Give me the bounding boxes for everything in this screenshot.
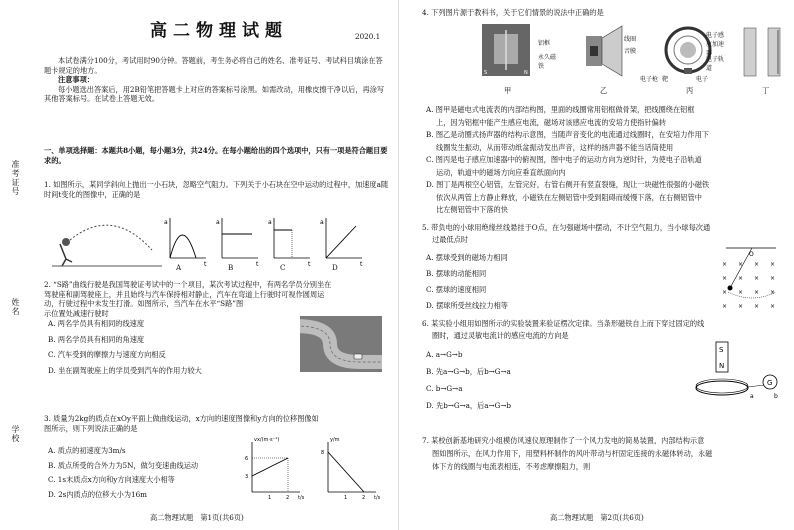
label-betatron: 电子感应加速器: [706, 32, 725, 57]
svg-text:×: ×: [722, 275, 728, 282]
svg-text:t/s: t/s: [298, 495, 305, 501]
svg-text:2: 2: [362, 495, 366, 501]
figure-yi-speaker: [586, 26, 622, 76]
q4-option-d-cont: 比左侧铝管中下落的快: [436, 205, 508, 214]
figure-bing-betatron: [666, 28, 710, 74]
q1-label-b: B: [228, 263, 234, 272]
q6-option-d: D. 先b→G→a，后a→G→b: [426, 401, 511, 410]
side-label-exam-no: 准考证号: [11, 160, 20, 196]
q2-option-c: C. 汽车受到的摩擦力与速度方向相反: [48, 350, 166, 359]
svg-text:t: t: [308, 261, 311, 268]
svg-text:×: ×: [722, 303, 728, 310]
caption-yi: 乙: [600, 86, 608, 95]
y-graph: [321, 437, 381, 501]
q1-label-d: D: [332, 263, 338, 272]
intro-paragraph: [44, 56, 389, 104]
q3-graphs: [238, 434, 388, 504]
side-label-name: 姓名: [11, 298, 20, 316]
q6-option-c: C. b→G→a: [426, 384, 463, 393]
svg-text:8: 8: [321, 450, 325, 456]
svg-text:y/m: y/m: [330, 437, 340, 443]
q6-coil-magnet-figure: [694, 340, 784, 400]
exam-date: 2020.1: [355, 32, 381, 41]
svg-text:×: ×: [770, 261, 776, 268]
svg-text:×: ×: [754, 289, 760, 296]
question-7: [422, 434, 782, 473]
q4-option-b: B. 图乙是动圈式扬声器的结构示意图，当随声音变化的电流通过线圈时，在安培力作用下: [426, 130, 709, 139]
svg-text:×: ×: [738, 275, 744, 282]
graph-c: [268, 218, 311, 268]
q6-options: [426, 346, 626, 414]
q3-options: [48, 446, 248, 499]
question-1: [44, 180, 389, 199]
svg-text:t: t: [256, 261, 259, 268]
question-6: [422, 318, 782, 342]
q3-option-d: D. 2s内质点的位移大小为16m: [48, 489, 147, 499]
label-electron-gun: 电子枪: [640, 76, 659, 83]
svg-text:1: 1: [268, 495, 272, 501]
q3-line: 3. 质量为2kg的质点在xOy平面上做曲线运动，x方向的速度图像和y方向的位移图像如: [44, 414, 319, 423]
figure-ding-aluminum-tubes: [744, 28, 780, 76]
svg-text:a: a: [320, 219, 324, 226]
svg-text:×: ×: [770, 289, 776, 296]
q2-options: [48, 319, 288, 375]
label-coil: 线圈: [624, 36, 637, 43]
svg-text:a: a: [268, 219, 272, 226]
q2-line: 2. “S路”曲线行驶是我国驾驶证考试中的一个项目，某次考试过程中，有两名学员分别坐在: [44, 280, 332, 289]
q2-line: 示位置处减速行驶时: [44, 308, 109, 318]
question-2: [44, 280, 389, 318]
label-target: 靶: [662, 76, 669, 83]
q4-option-b-cont: 线圈发生振动，从而带动纸盆振动发出声音，这样的扬声器不能当话筒使用: [436, 142, 674, 152]
q5-pendulum-figure: [716, 246, 786, 312]
section1-heading: 一、单项选择题：本题共8小题，每小题3分，共24分。在每小题给出的四个选项中，只有一项是符合题目要求的。: [44, 146, 388, 165]
q1-text: 1. 如图所示，某同学斜向上抛出一小石块，忽略空气阻力。下列关于小石块在空中运动的过程中，加速度a随时间t变化的图像中，正确的是: [44, 180, 389, 199]
label-permanent-magnet: 永久磁铁: [538, 54, 557, 70]
svg-text:×: ×: [738, 261, 744, 268]
svg-text:×: ×: [754, 261, 760, 268]
q4-option-a-cont: 上，因为铝框中能产生感应电流，磁场对该感应电流的安培力使指针偏转: [436, 117, 667, 127]
q1-label-a: A: [176, 263, 182, 272]
stone-throw-illustration: [52, 225, 162, 266]
label-electron-orbit: 电子轨道: [706, 56, 725, 72]
q4-option-c-cont: 运动，轨道中的磁场方向应垂直纸面向内: [436, 167, 566, 177]
svg-text:vx/(m·s⁻¹): vx/(m·s⁻¹): [254, 437, 280, 443]
q5-line: 过最低点时: [432, 235, 468, 244]
intro-text: 本试卷满分100分，考试用时90分钟。答题前，考生务必将自己的姓名、准考证号、考试科目填涂在答题卡规定的地方。: [44, 56, 383, 75]
svg-text:N: N: [719, 362, 725, 370]
svg-text:×: ×: [754, 303, 760, 310]
svg-text:×: ×: [722, 289, 728, 296]
q2-option-b: B. 两名学员具有相同的角速度: [48, 334, 145, 344]
graph-d: [320, 218, 363, 268]
q4-option-c: C. 图丙是电子感应加速器中的俯视图，图中电子的运动方向为逆时针，为使电子沿轨道: [426, 155, 702, 164]
question-3: [44, 414, 389, 433]
page-title: 高二物理试题: [150, 21, 288, 41]
right-footer: 高二物理试题 第2页(共6页): [550, 513, 644, 522]
vx-graph: [245, 437, 305, 501]
q4-options: [426, 104, 786, 217]
graph-a: [164, 218, 207, 268]
q5-option-b: B. 摆球的动能相同: [426, 269, 487, 278]
graph-b: [216, 218, 259, 268]
q6-option-a: A. a→G→b: [426, 350, 463, 359]
q5-line: 5. 带负电的小球用绝缘丝线悬挂于O点，在匀强磁场中摆动，不计空气阻力，当小球每次通: [422, 223, 711, 232]
svg-text:×: ×: [722, 261, 728, 268]
q5-option-d: D. 摆球所受丝线拉力相等: [426, 301, 508, 310]
svg-text:S: S: [484, 70, 488, 76]
q1-label-c: C: [280, 263, 286, 272]
svg-text:×: ×: [738, 289, 744, 296]
q5-option-a: A. 摆球受到的磁场力相同: [426, 253, 508, 262]
label-diaphragm: 音膜: [624, 48, 637, 55]
left-footer: 高二物理试题 第1页(共6页): [150, 513, 244, 522]
svg-text:a: a: [750, 393, 754, 400]
svg-text:t: t: [204, 261, 207, 268]
svg-text:2: 2: [286, 495, 290, 501]
svg-text:N: N: [524, 70, 528, 76]
q3-line: 图所示，则下列说法正确的是: [44, 423, 138, 433]
svg-text:b: b: [774, 393, 778, 400]
q6-option-b: B. 先a→G→b，后b→G→a: [426, 367, 511, 376]
q6-line: 6. 某实验小组用如图所示的实验装置来验证楞次定律。当条形磁铁自上而下穿过固定的线: [422, 319, 705, 328]
svg-text:3: 3: [245, 474, 249, 480]
caption-ding: 丁: [762, 86, 770, 95]
svg-text:×: ×: [738, 303, 744, 310]
q7-line: 图如图所示，在风力作用下，用塑料杯制作的风叶带动与杆固定连接的永磁体转动，永磁: [432, 449, 713, 458]
caption-jia: 甲: [504, 86, 512, 95]
q3-option-c: C. 1s末质点x方向和y方向速度大小相等: [48, 475, 175, 484]
q1-figure: [52, 214, 392, 274]
svg-text:×: ×: [770, 303, 776, 310]
q2-line: 驾驶座和副驾驶座上，并且始终与汽车保持相对静止，汽车在弯道上行驶时可视作圆周运: [44, 289, 325, 299]
q6-line: 圈时，通过灵敏电流计的感应电流的方向是: [432, 331, 569, 340]
q5-option-c: C. 摆球的速度相同: [426, 285, 487, 294]
svg-text:S: S: [719, 346, 724, 354]
svg-text:×: ×: [770, 275, 776, 282]
notice-text: 每小题选出答案后，用2B铅笔把答题卡上对应的答案标号涂黑。如需改动，用橡皮擦干净以后，再涂写其他答案标号。在试卷上答题无效。: [44, 84, 385, 103]
svg-text:a: a: [216, 219, 220, 226]
side-label-school: 学校: [11, 425, 20, 443]
caption-bing: 丙: [686, 86, 694, 95]
svg-text:a: a: [164, 219, 168, 226]
figure-jia-galvanometer: [482, 24, 530, 76]
label-aluminum-frame: 铝框: [538, 40, 551, 47]
q2-option-d: D. 坐在副驾驶座上的学员受到汽车的作用力较大: [48, 365, 202, 375]
q3-option-a: A. 质点的初速度为3m/s: [48, 446, 126, 455]
question-5: [422, 222, 782, 246]
svg-text:O: O: [749, 251, 754, 258]
q4-option-a: A. 图甲是磁电式电流表的内部结构图，里面的线圈常用铝框做骨架，把线圈绕在铝框: [426, 105, 695, 114]
q7-line: 体下方的线圈与电流表相连，不考虑摩擦阻力，则: [432, 462, 591, 471]
q3-option-b: B. 质点所受的合外力为5N，做匀变速曲线运动: [48, 460, 199, 470]
svg-text:t: t: [360, 261, 363, 268]
svg-text:6: 6: [245, 456, 249, 462]
q2-line: 动，行驶过程中未发生打滑。如图所示，当汽车在水平“S路”图: [44, 299, 244, 308]
question-4: 4. 下列图片源于教科书，关于它们情景的说法中正确的是: [422, 8, 604, 17]
svg-text:G: G: [767, 379, 773, 387]
page-divider: [398, 0, 399, 530]
svg-text:t/s: t/s: [374, 495, 381, 501]
s-road-figure: [300, 316, 382, 372]
label-electron: 电子: [696, 76, 709, 83]
svg-text:1: 1: [344, 495, 348, 501]
q4-option-d-cont: 依次从两管上方静止释放，小磁铁在左侧铝管中受到阻碍而缓慢下落，在右侧铝管中: [436, 192, 702, 202]
q2-option-a: A. 两名学员具有相同的线速度: [48, 319, 145, 328]
q4-option-d: D. 图丁是两根空心铝管，左管完好，右管右侧开有竖直裂缝，现让一块磁性很强的小磁铁: [426, 180, 710, 189]
q7-line: 7. 某校创新基地研究小组模仿风速仪原理制作了一个风力发电的简易装置，内部结构示意: [422, 436, 705, 445]
svg-text:×: ×: [754, 275, 760, 282]
notice-heading: 注意事项：: [58, 75, 94, 84]
q5-options: [426, 250, 626, 314]
right-page: [400, 0, 794, 530]
